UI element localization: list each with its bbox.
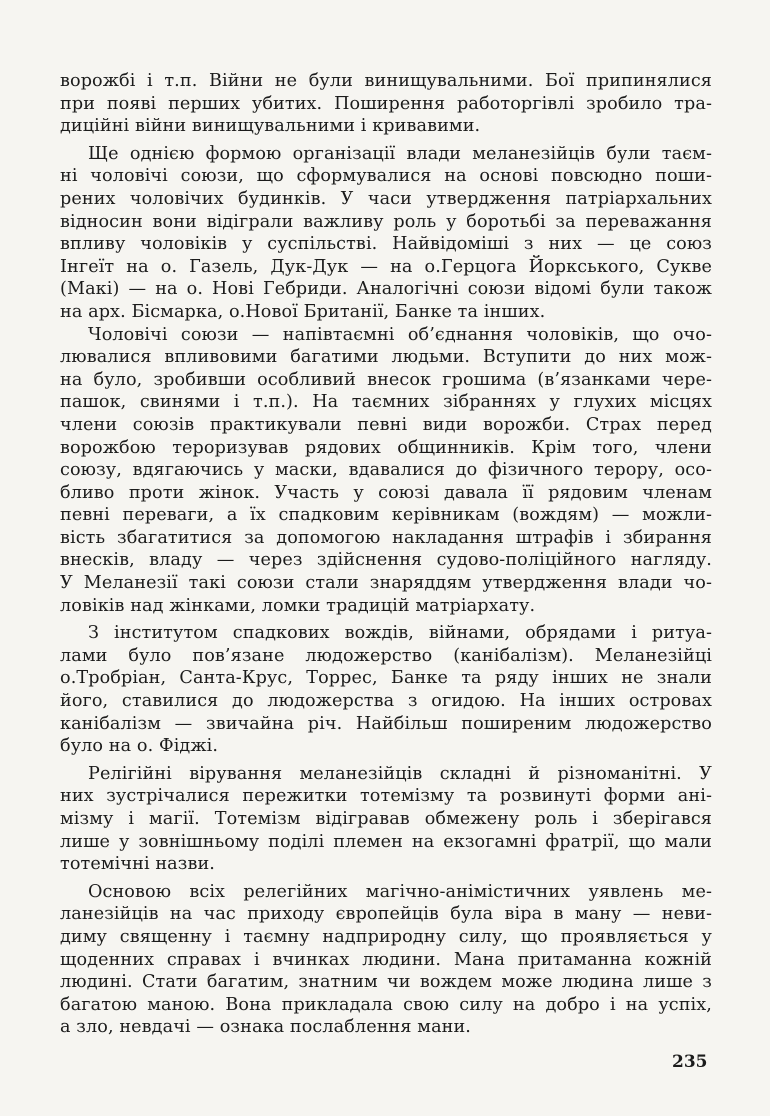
text-line: відносин вони відіграли важливу роль у боротьбі за переважання: [60, 211, 712, 232]
text-line: (Макі) — на о. Нові Гебриди. Аналогічні союзи відомі були також: [60, 279, 712, 300]
text-line: Інгеїт на о. Газель, Дук-Дук — на о.Герцога Йоркського, Сукве: [60, 256, 712, 277]
text-line: ланезійців на час приходу європейців була віра в ману — неви-: [60, 904, 712, 925]
text-line: внесків, владу — через здійснення судово-поліційного нагляду.: [60, 550, 712, 571]
text-line: диційні війни винищувальними і кривавими.: [60, 116, 481, 137]
text-line: було на о. Фіджі.: [60, 736, 219, 757]
text-line: тотемічні назви.: [60, 854, 215, 875]
text-line: певні переваги, а їх спадковим керівникам (вождям) — можли-: [60, 505, 712, 526]
text-line: бливо проти жінок. Участь у союзі давала її рядовим членам: [60, 482, 712, 503]
text-line: канібалізм — звичайна річ. Найбільш поширеним людожерство: [60, 713, 712, 734]
text-line: лише у зовнішньому поділі племен на екзогамні фратрії, що мали: [60, 831, 712, 852]
text-line: а зло, невдачі — ознака послаблення мани.: [60, 1017, 471, 1038]
text-line: них зустрічалися пережитки тотемізму та розвинуті форми ані-: [60, 786, 712, 807]
text-line: Ще однією формою організації влади меланезійців були таєм-: [88, 143, 712, 164]
text-line: ні чоловічі союзи, що сформувалися на основі повсюдно поши-: [60, 166, 712, 187]
text-line: його, ставилися до людожерства з огидою. На інших островах: [60, 691, 712, 712]
text-line: члени союзів практикували певні види ворожби. Страх перед: [60, 414, 712, 435]
body-text: [60, 70, 712, 1039]
text-line: союзу, вдягаючись у маски, вдавалися до фізичного терору, осо-: [60, 460, 712, 481]
page-number: 235: [672, 1052, 708, 1072]
text-line: Релігійні вірування меланезійців складні й різноманітні. У: [88, 763, 712, 784]
text-line: ворожбі і т.п. Війни не були винищувальними. Бої припинялися: [60, 71, 712, 91]
text-line: У Меланезії такі союзи стали знаряддям утвердження влади чо-: [60, 573, 712, 594]
text-line: на було, зробивши особливий внесок грошима (в’язанками чере-: [60, 369, 712, 390]
text-line: ловіків над жінками, ломки традицій матріархату.: [60, 595, 536, 616]
text-line: рених чоловічих будинків. У часи утвердження патріархальних: [60, 188, 712, 209]
text-line: людині. Стати багатим, знатним чи вождем може людина лише з: [60, 972, 712, 993]
text-line: З інститутом спадкових вождів, війнами, обрядами і ритуа-: [88, 623, 712, 644]
text-line: диму священну і таємну надприродну силу, що проявляється у: [60, 926, 712, 947]
text-line: о.Тробріан, Санта-Крус, Торрес, Банке та ряду інших не знали: [60, 668, 712, 689]
text-line: на арх. Бісмарка, о.Нової Британії, Банке та інших.: [60, 301, 546, 322]
text-line: вість збагатитися за допомогою накладання штрафів і збирання: [60, 527, 712, 548]
text-line: Основою всіх релегійних магічно-анімістичних уявлень ме-: [88, 881, 712, 902]
text-line: Чоловічі союзи — напівтаємні об’єднання чоловіків, що очо-: [88, 324, 712, 345]
text-line: при появі перших убитих. Поширення работоргівлі зробило тра-: [60, 93, 712, 114]
text-line: багатою маною. Вона прикладала свою силу на добро і на успіх,: [60, 994, 712, 1015]
text-line: щоденних справах і вчинках людини. Мана притаманна кожній: [60, 949, 712, 970]
text-line: мізму і магії. Тотемізм відігравав обмежену роль і зберігався: [60, 809, 712, 829]
text-line: ворожбою тероризував рядових общинників. Крім того, члени: [60, 437, 712, 458]
text-line: лами було пов’язане людожерство (канібалізм). Меланезійці: [60, 645, 712, 666]
text-line: впливу чоловіків у суспільстві. Найвідоміші з них — це союз: [60, 234, 712, 255]
text-line: пашок, свинями і т.п.). На таємних зібраннях у глухих місцях: [60, 392, 712, 413]
text-line: лювалися впливовими багатими людьми. Вступити до них мож-: [60, 347, 712, 368]
